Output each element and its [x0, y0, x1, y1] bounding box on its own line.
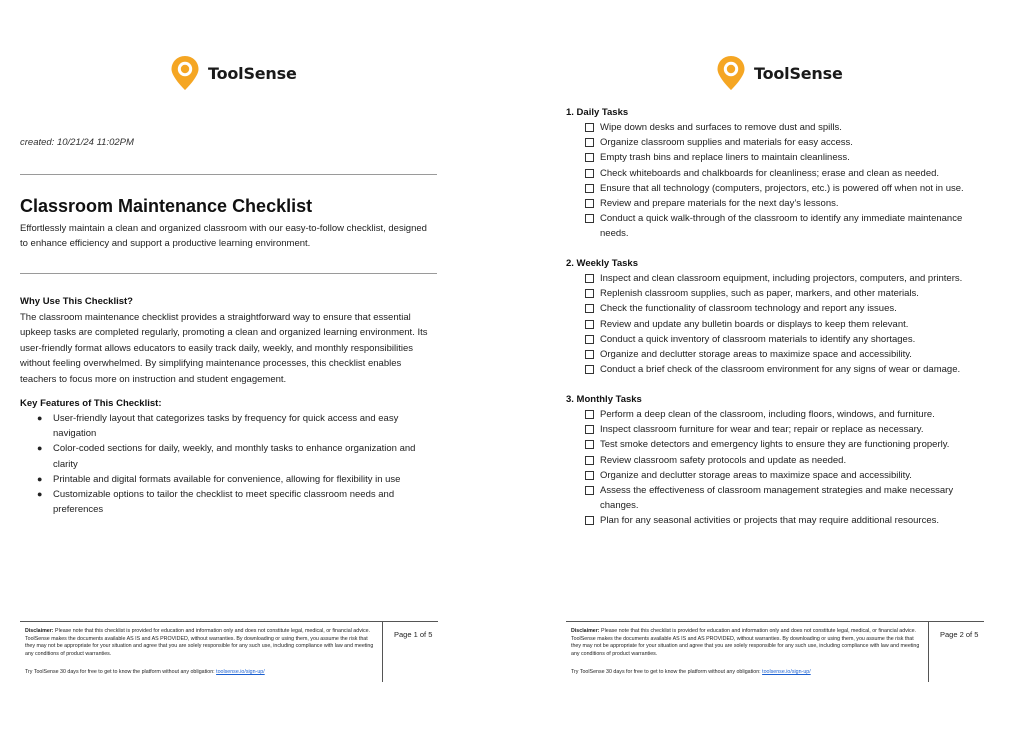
bullet-icon: ●	[37, 413, 43, 423]
why-text: The classroom maintenance checklist provides a straightforward way to ensure that essential upkeep tasks are completed regularly, promoting a clean and organized learning environment. Its user-friendly format allows educators to easily track daily, weekly, and monthly responsibilities without feeling overwhelmed. By simplifying maintenance processes, this checklist enables teachers to focus more on instruction and student engagement.	[20, 312, 428, 385]
task-checkbox[interactable]	[585, 214, 594, 223]
section-heading: 3. Monthly Tasks	[566, 394, 642, 405]
document-page-1	[20, 0, 490, 739]
task-text: Conduct a quick inventory of classroom materials to identify any shortages.	[600, 333, 916, 345]
task-checkbox[interactable]	[585, 304, 594, 313]
brand-name: ToolSense	[754, 63, 843, 83]
task-checkbox[interactable]	[585, 123, 594, 132]
trial-line	[571, 669, 811, 675]
intro-text: Effortlessly maintain a clean and organized classroom with our easy-to-follow checklist, designed to enhance efficiency and support a productive learning environment.	[20, 223, 427, 249]
signup-link[interactable]: toolsense.io/sign-up/	[762, 669, 811, 675]
section-weekly-tasks	[566, 258, 986, 377]
task-checkbox[interactable]	[585, 274, 594, 283]
task-item	[566, 211, 986, 241]
task-text: Assess the effectiveness of classroom management strategies and make necessary changes.	[600, 485, 954, 512]
task-item	[566, 422, 986, 437]
section-monthly-tasks	[566, 394, 986, 529]
brand-logo	[170, 55, 297, 91]
task-text: Test smoke detectors and emergency lights to ensure they are functioning properly.	[600, 439, 950, 451]
page-number: Page 1 of 5	[394, 630, 433, 639]
brand-name: ToolSense	[208, 63, 297, 83]
task-checkbox[interactable]	[585, 184, 594, 193]
brand-logo	[716, 55, 843, 91]
task-text: Inspect and clean classroom equipment, including projectors, computers, and printers.	[600, 273, 963, 284]
divider	[20, 174, 437, 175]
task-item	[566, 483, 986, 513]
why-heading: Why Use This Checklist?	[20, 296, 133, 307]
bullet-icon: ●	[37, 443, 43, 454]
feature-text: Printable and digital formats available for convenience, allowing for flexibility in use	[53, 473, 401, 485]
task-item	[566, 166, 986, 181]
feature-text: Color-coded sections for daily, weekly, and monthly tasks to enhance organization and clarity	[53, 443, 416, 470]
task-checkbox[interactable]	[585, 486, 594, 495]
disclaimer-text: Please note that this checklist is provided for education and information only and does not constitute legal, medical, or financial advice. ToolSense makes the documents available AS IS and AS PROVIDED, without warranties. By downloading or using them, you assume the risk that they may not be appropriate for your situation and agree that you are solely responsible for any such use, including compliance with law and meeting any conditions of product warranties.	[571, 628, 920, 657]
task-item	[566, 271, 986, 286]
task-text: Replenish classroom supplies, such as paper, markers, and other materials.	[600, 288, 919, 300]
task-text: Check the functionality of classroom technology and report any issues.	[600, 303, 897, 315]
bullet-icon: ●	[37, 489, 43, 500]
disclaimer	[25, 628, 375, 658]
feature-item	[20, 411, 440, 441]
location-pin-icon	[170, 55, 200, 91]
task-list	[566, 120, 986, 242]
task-text: Ensure that all technology (computers, projectors, etc.) is powered off when not in use.	[600, 182, 964, 194]
task-checkbox[interactable]	[585, 320, 594, 329]
task-item	[566, 196, 986, 211]
task-item	[566, 150, 986, 165]
task-checkbox[interactable]	[585, 289, 594, 298]
task-text: Organize classroom supplies and materials for easy access.	[600, 137, 853, 149]
document-page-2	[566, 0, 1024, 739]
task-item	[566, 181, 986, 196]
task-item	[566, 347, 986, 362]
task-text: Organize and declutter storage areas to maximize space and accessibility.	[600, 349, 912, 361]
task-text: Wipe down desks and surfaces to remove dust and spills.	[600, 122, 842, 133]
task-list	[566, 407, 986, 529]
task-item	[566, 453, 986, 468]
page-footer	[566, 621, 984, 682]
feature-item	[20, 487, 440, 517]
task-text: Check whiteboards and chalkboards for cleanliness; erase and clean as needed.	[600, 167, 940, 179]
footer-divider	[382, 622, 383, 682]
location-pin-icon	[716, 55, 746, 91]
task-checkbox[interactable]	[585, 138, 594, 147]
task-checkbox[interactable]	[585, 153, 594, 162]
task-checkbox[interactable]	[585, 456, 594, 465]
task-item	[566, 407, 986, 422]
task-checkbox[interactable]	[585, 199, 594, 208]
task-checkbox[interactable]	[585, 335, 594, 344]
task-item	[566, 301, 986, 316]
task-text: Empty trash bins and replace liners to maintain cleanliness.	[600, 152, 850, 164]
trial-text: Try ToolSense 30 days for free to get to know the platform without any obligation:	[571, 669, 763, 675]
trial-line	[25, 669, 265, 675]
task-text: Organize and declutter storage areas to maximize space and accessibility.	[600, 469, 912, 481]
disclaimer-label: Disclaimer:	[571, 628, 600, 634]
task-item	[566, 468, 986, 483]
disclaimer-label: Disclaimer:	[25, 628, 54, 634]
section-daily-tasks	[566, 107, 986, 242]
task-item	[566, 332, 986, 347]
page-number: Page 2 of 5	[940, 630, 979, 639]
task-checkbox[interactable]	[585, 440, 594, 449]
task-list	[566, 271, 986, 377]
signup-link[interactable]: toolsense.io/sign-up/	[216, 669, 265, 675]
footer-divider	[928, 622, 929, 682]
task-checkbox[interactable]	[585, 350, 594, 359]
disclaimer	[571, 628, 921, 658]
bullet-icon: ●	[37, 473, 43, 484]
feature-text: User-friendly layout that categorizes tasks by frequency for quick access and easy navigation	[53, 413, 399, 440]
task-text: Plan for any seasonal activities or projects that may require additional resources.	[600, 515, 940, 527]
section-heading: 2. Weekly Tasks	[566, 258, 639, 269]
page-footer	[20, 621, 438, 682]
created-timestamp: created: 10/21/24 11:02PM	[20, 137, 134, 148]
task-item	[566, 120, 986, 135]
page-title: Classroom Maintenance Checklist	[20, 196, 313, 216]
divider	[20, 273, 437, 274]
task-checkbox[interactable]	[585, 471, 594, 480]
task-checkbox[interactable]	[585, 425, 594, 434]
task-item	[566, 135, 986, 150]
task-item	[566, 317, 986, 332]
task-text: Conduct a brief check of the classroom environment for any signs of wear or damage.	[600, 364, 961, 376]
task-text: Conduct a quick walk-through of the classroom to identify any immediate maintenance needs.	[600, 213, 963, 240]
trial-text: Try ToolSense 30 days for free to get to know the platform without any obligation:	[25, 669, 217, 675]
key-features-list	[20, 411, 440, 517]
task-checkbox[interactable]	[585, 365, 594, 374]
task-text: Perform a deep clean of the classroom, including floors, windows, and furniture.	[600, 409, 935, 420]
feature-item	[20, 472, 440, 487]
task-checkbox[interactable]	[585, 169, 594, 178]
task-checkbox[interactable]	[585, 410, 594, 419]
task-text: Review and update any bulletin boards or displays to keep them relevant.	[600, 318, 909, 330]
key-features-heading: Key Features of This Checklist:	[20, 398, 162, 409]
task-text: Review and prepare materials for the next day’s lessons.	[600, 198, 839, 210]
task-text: Review classroom safety protocols and update as needed.	[600, 454, 847, 466]
task-item	[566, 437, 986, 452]
section-heading: 1. Daily Tasks	[566, 107, 629, 118]
disclaimer-text: Please note that this checklist is provided for education and information only and does not constitute legal, medical, or financial advice. ToolSense makes the documents available AS IS and AS PROVIDED, without warranties. By downloading or using them, you assume the risk that they may not be appropriate for your situation and agree that you are solely responsible for any such use, including compliance with law and meeting any conditions of product warranties.	[25, 628, 374, 657]
task-text: Inspect classroom furniture for wear and tear; repair or replace as necessary.	[600, 424, 924, 436]
task-item	[566, 286, 986, 301]
task-item	[566, 362, 986, 377]
task-checkbox[interactable]	[585, 516, 594, 525]
feature-text: Customizable options to tailor the checklist to meet specific classroom needs and preferences	[53, 489, 395, 516]
task-item	[566, 513, 986, 528]
feature-item	[20, 441, 440, 471]
